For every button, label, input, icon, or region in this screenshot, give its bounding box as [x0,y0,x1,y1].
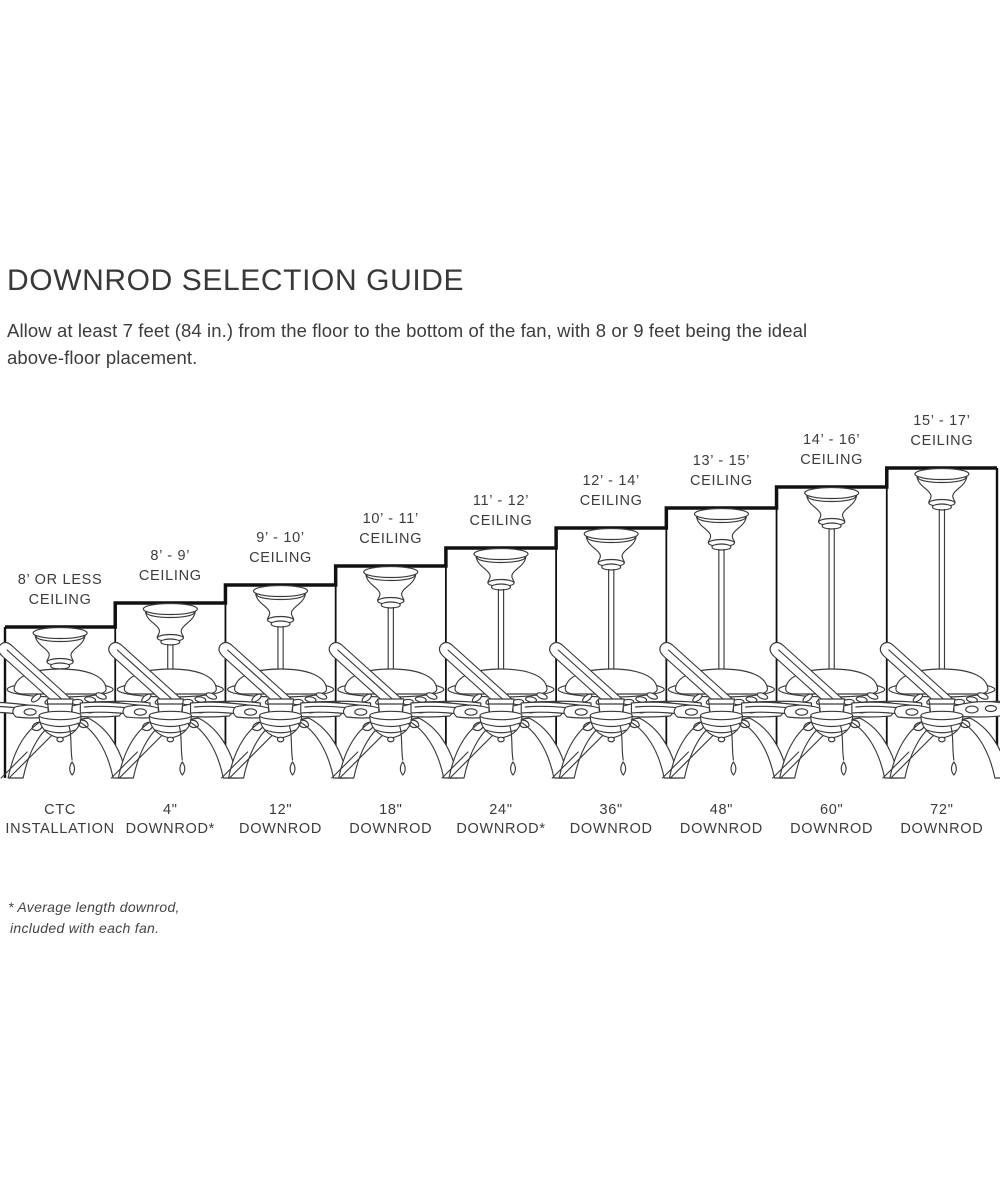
ceiling-range-text: 8’ OR LESS [17,572,103,588]
footnote-line-2: included with each fan. [10,919,160,936]
fan-canopy-and-downrod [33,628,87,675]
ceiling-fan [852,643,1000,779]
ceiling-word-text: CEILING [138,568,202,584]
downrod-size-text: 60" [819,802,844,818]
downrod-size-text: 12" [268,802,293,818]
fan-canopy-and-downrod [915,469,969,675]
fan-canopy-and-downrod [694,509,748,675]
downrod-word-text: DOWNROD [349,821,433,837]
downrod-word-text: DOWNROD* [125,821,216,837]
ceiling-range-text: 15’ - 17’ [913,413,971,429]
downrod-word-text: DOWNROD [239,821,323,837]
ceiling-word-text: CEILING [579,493,643,509]
ceiling-word-text: CEILING [910,433,974,449]
fan-canopy-and-downrod [254,586,308,675]
fan-canopy-and-downrod [143,604,197,675]
downrod-size-text: 4" [163,802,178,818]
downrod-word-text: DOWNROD [790,821,874,837]
ceiling-range-text: 12’ - 14’ [582,473,640,489]
fan-canopy-and-downrod [474,549,528,675]
ceiling-word-text: CEILING [28,592,92,608]
fan-canopy-and-downrod [364,567,418,675]
downrod-word-text: DOWNROD [569,821,653,837]
fan-row [0,469,1000,779]
ceiling-word-text: CEILING [359,531,423,547]
downrod-size-text: 36" [599,802,623,818]
ceiling-word-text: CEILING [469,513,533,529]
ceiling-word-text: CEILING [800,452,864,468]
ceiling-range-text: 13’ - 15’ [692,453,751,469]
ceiling-range-text: 11’ - 12’ [472,493,530,509]
footnote-line-1: * Average length downrod, [8,899,180,915]
ceiling-range-text: 8’ - 9’ [150,548,191,564]
downrod-size-text: 72" [930,802,954,818]
downrod-size-text: CTC [44,802,77,818]
downrod-word-text: DOWNROD* [456,821,546,837]
fan-canopy-and-downrod [805,488,859,675]
downrod-word-text: DOWNROD [900,821,984,837]
downrod-size-text: 18" [379,802,403,818]
ceiling-range-text: 9’ - 10’ [256,530,305,546]
ceiling-range-text: 14’ - 16’ [802,432,861,448]
page-title: DOWNROD SELECTION GUIDE [7,264,465,297]
ceiling-range-text: 10’ - 11’ [362,511,419,527]
intro-line-1: Allow at least 7 feet (84 in.) from the floor to the bottom of the fan, with 8 or 9 feet being the ideal [7,320,808,341]
intro-line-2: above-floor placement. [7,346,198,368]
downrod-word-text: INSTALLATION [5,821,115,837]
ceiling-word-text: CEILING [689,473,753,489]
footnote [8,897,180,938]
ceiling-word-text: CEILING [249,550,312,566]
downrod-size-text: 48" [709,802,734,818]
downrod-word-text: DOWNROD [679,821,763,837]
fan-canopy-and-downrod [584,529,638,675]
downrod-size-text: 24" [489,802,513,818]
